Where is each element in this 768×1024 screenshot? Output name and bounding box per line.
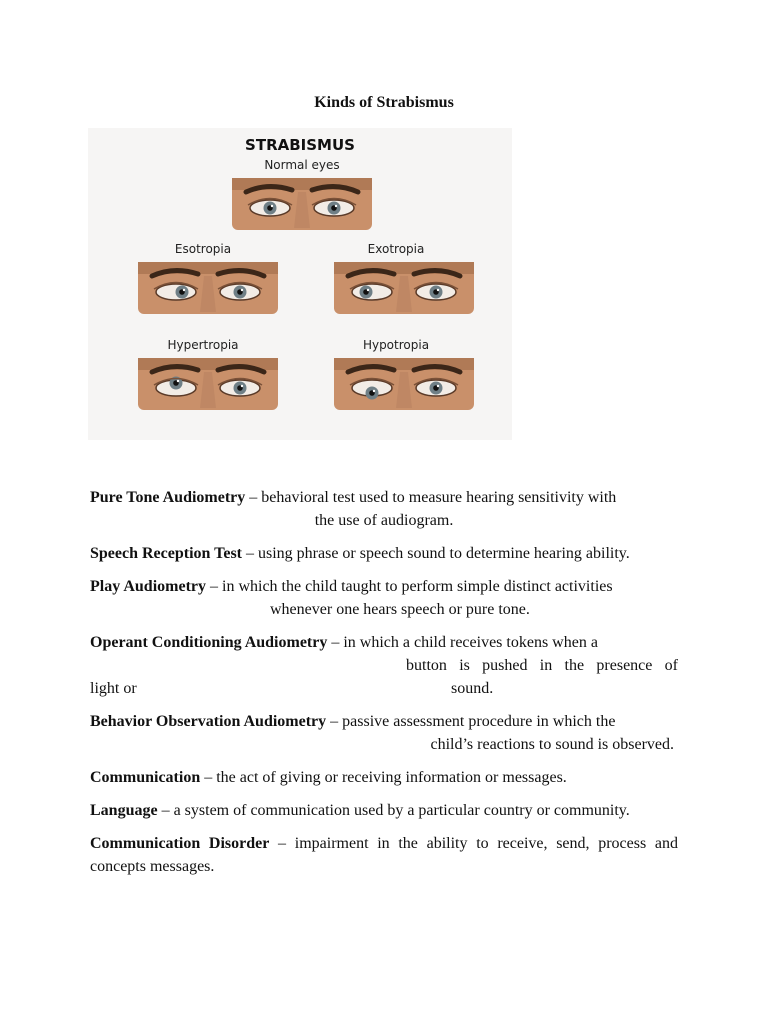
definitions-list [90,486,678,888]
label-normal-eyes: Normal eyes [264,158,340,172]
label-esotropia: Esotropia [174,242,232,256]
term: Speech Reception Test [90,545,242,562]
figure-heading: STRABISMUS [245,136,355,154]
definition-text: the act of giving or receiving information or messages. [216,769,567,786]
definition-pure-tone-audiometry [90,486,678,532]
dash: – [206,578,222,595]
strabismus-figure [88,128,512,440]
page-title: Kinds of Strabismus [314,94,454,111]
dash: – [245,489,262,506]
dash: – [326,713,343,730]
eyes-image-esotropia [138,262,278,314]
eyes-image-hypotropia [334,358,474,410]
term: Behavior Observation Audiometry [90,713,327,730]
definition-behavior-observation-audiometry [90,710,678,756]
definition-text: in which a child receives tokens when a [343,634,598,651]
definition-play-audiometry [90,575,678,621]
eyes-image-exotropia [334,262,474,314]
label-hypotropia: Hypotropia [362,338,430,352]
eyes-image-normal [232,178,372,230]
definition-text: passive assessment procedure in which the [342,713,616,730]
dash: – [269,835,295,852]
dash: – [157,802,174,819]
definition-text: in which the child taught to perform simple distinct activities [222,578,613,595]
definition-text: a system of communication used by a particular country or community. [173,802,630,819]
definition-continuation: child’s reactions to sound is observed. [430,736,674,753]
definition-continuation: whenever one hears speech or pure tone. [270,601,530,618]
definition-communication-disorder [90,832,678,878]
dash: – [242,545,258,562]
dash: – [327,634,344,651]
definition-text: impairment in the ability to receive, send, process and concepts messages. [90,835,679,875]
definition-continuation: the use of audiogram. [314,512,454,529]
definition-speech-reception-test [90,542,678,565]
term: Communication Disorder [90,835,270,852]
definition-language [90,799,678,822]
eyes-image-hypertropia [138,358,278,410]
term: Language [90,802,158,819]
definition-continuation-end: sound. [451,680,494,697]
label-exotropia: Exotropia [367,242,425,256]
definition-communication [90,766,678,789]
definition-text: behavioral test used to measure hearing sensitivity with [261,489,617,506]
definition-continuation-start: light or [90,680,137,697]
dash: – [200,769,217,786]
definition-operant-conditioning-audiometry [90,631,678,700]
term: Operant Conditioning Audiometry [90,634,328,651]
definition-continuation: button is pushed in the presence of [406,657,678,674]
definition-text: using phrase or speech sound to determine hearing ability. [258,545,630,562]
term: Play Audiometry [90,578,206,595]
label-hypertropia: Hypertropia [167,338,239,352]
term: Communication [90,769,201,786]
term: Pure Tone Audiometry [90,489,246,506]
